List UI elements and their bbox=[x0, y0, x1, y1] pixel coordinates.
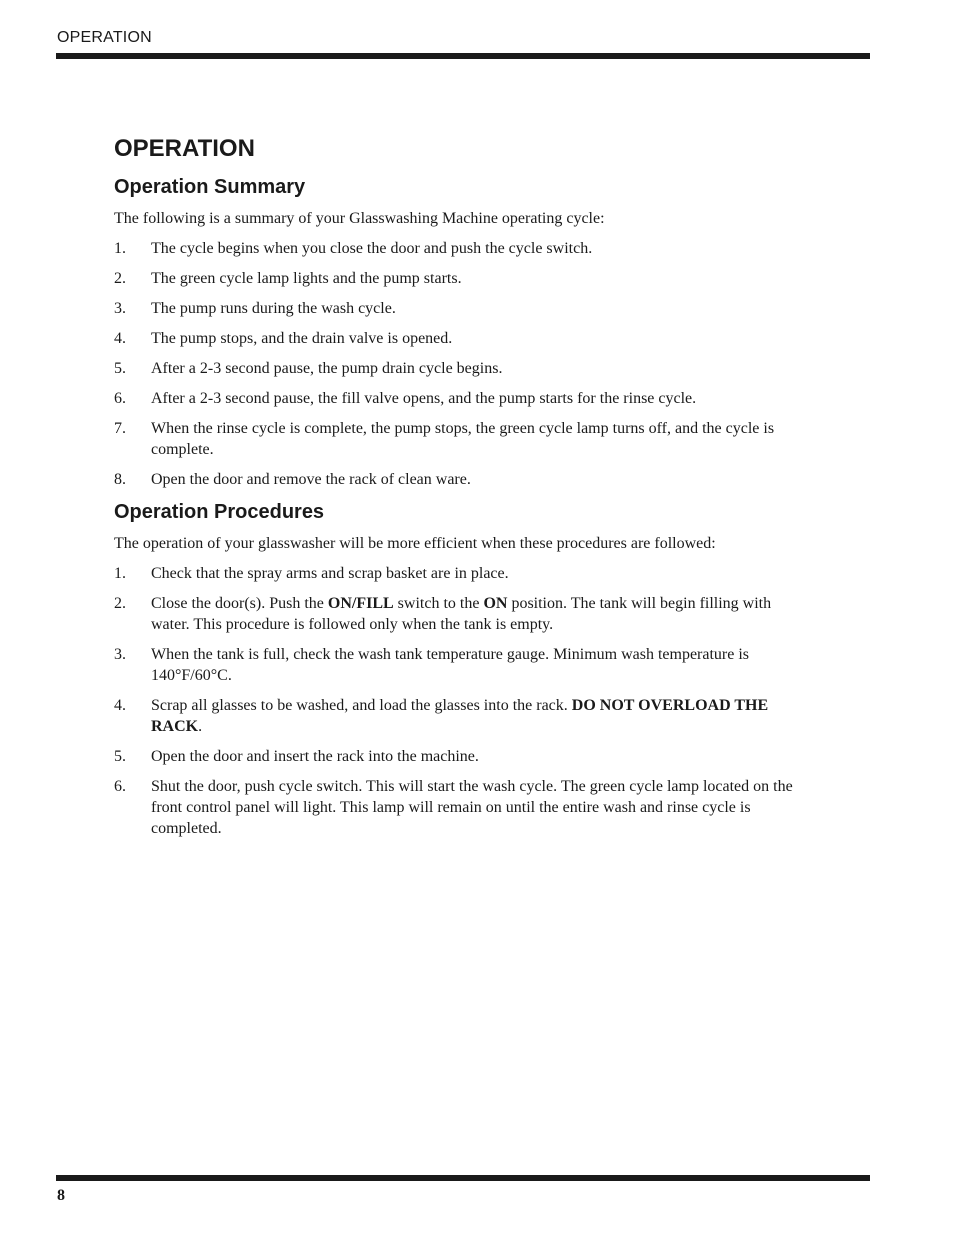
list-item bbox=[114, 418, 794, 460]
procedures-list bbox=[114, 563, 794, 839]
list-text: Check that the spray arms and scrap basket are in place. bbox=[151, 565, 509, 582]
text-run: Scrap all glasses to be washed, and load the glasses into the rack. bbox=[151, 697, 572, 714]
summary-intro: The following is a summary of your Glasswashing Machine operating cycle: bbox=[114, 210, 605, 227]
list-number: 4. bbox=[114, 330, 126, 347]
list-number: 2. bbox=[114, 595, 126, 612]
list-text: Open the door and remove the rack of clean ware. bbox=[151, 471, 471, 488]
list-item bbox=[114, 695, 794, 737]
list-item bbox=[114, 298, 794, 319]
text-run: switch to the bbox=[393, 595, 484, 612]
list-item bbox=[114, 776, 794, 839]
list-text: After a 2-3 second pause, the fill valve opens, and the pump starts for the rinse cycle. bbox=[151, 390, 697, 407]
list-text: Shut the door, push cycle switch. This will start the wash cycle. The green cycle lamp located on the front control panel will light. This lamp will remain on until the entire wash and rinse cycle is completed. bbox=[151, 778, 793, 837]
list-text: Open the door and insert the rack into the machine. bbox=[151, 748, 479, 765]
list-text: After a 2-3 second pause, the pump drain cycle begins. bbox=[151, 360, 503, 377]
text-run: Close the door(s). Push the bbox=[151, 595, 328, 612]
page-number: 8 bbox=[57, 1187, 65, 1204]
list-number: 1. bbox=[114, 565, 126, 582]
bold-warning: DO NOT OVERLOAD THE RACK bbox=[151, 697, 769, 735]
list-number: 2. bbox=[114, 270, 126, 287]
header-rule bbox=[56, 53, 870, 59]
list-item bbox=[114, 746, 794, 767]
list-item bbox=[114, 593, 794, 635]
list-number: 4. bbox=[114, 697, 126, 714]
list-item bbox=[114, 328, 794, 349]
list-number: 3. bbox=[114, 300, 126, 317]
text-run: position. The tank will begin filling with water. This procedure is followed only when the tank is empty. bbox=[151, 595, 772, 633]
list-number: 5. bbox=[114, 360, 126, 377]
list-number: 6. bbox=[114, 778, 126, 795]
list-number: 5. bbox=[114, 748, 126, 765]
list-item bbox=[114, 268, 794, 289]
list-number: 8. bbox=[114, 471, 126, 488]
list-text bbox=[151, 695, 794, 737]
list-text: The green cycle lamp lights and the pump starts. bbox=[151, 270, 462, 287]
summary-heading: Operation Summary bbox=[114, 176, 306, 198]
text-run: . bbox=[198, 718, 203, 735]
list-text: The pump runs during the wash cycle. bbox=[151, 300, 396, 317]
procedures-heading: Operation Procedures bbox=[114, 501, 325, 523]
page-content bbox=[114, 134, 794, 848]
page-title: OPERATION bbox=[114, 135, 255, 162]
list-item bbox=[114, 388, 794, 409]
list-item bbox=[114, 644, 794, 686]
list-item bbox=[114, 358, 794, 379]
list-number: 6. bbox=[114, 390, 126, 407]
list-number: 1. bbox=[114, 240, 126, 257]
list-number: 3. bbox=[114, 646, 126, 663]
list-text: The pump stops, and the drain valve is opened. bbox=[151, 330, 453, 347]
list-text: When the rinse cycle is complete, the pump stops, the green cycle lamp turns off, and the cycle is complete. bbox=[151, 420, 775, 458]
bold-position-name: ON bbox=[483, 595, 508, 612]
bold-switch-name: ON/FILL bbox=[327, 595, 394, 612]
summary-list bbox=[114, 238, 794, 490]
running-header: OPERATION bbox=[57, 29, 152, 46]
list-text bbox=[151, 593, 794, 635]
list-text: The cycle begins when you close the door and push the cycle switch. bbox=[151, 240, 593, 257]
list-number: 7. bbox=[114, 420, 126, 437]
list-item bbox=[114, 238, 794, 259]
footer-rule bbox=[56, 1175, 870, 1181]
list-item bbox=[114, 469, 794, 490]
list-text: When the tank is full, check the wash tank temperature gauge. Minimum wash temperature is 140°F/60°C. bbox=[151, 646, 750, 684]
procedures-intro: The operation of your glasswasher will be more efficient when these procedures are followed: bbox=[114, 535, 716, 552]
list-item bbox=[114, 563, 794, 584]
